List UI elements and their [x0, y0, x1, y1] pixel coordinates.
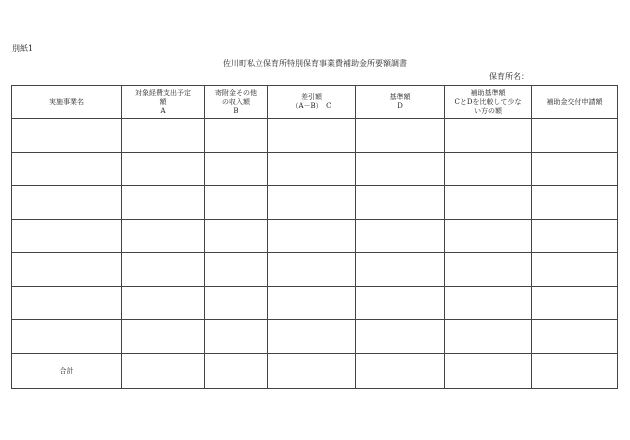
subsidy-standard-cell[interactable] — [445, 186, 532, 220]
header-standard-amount: 基準額 D — [356, 86, 445, 119]
difference-cell[interactable] — [268, 253, 356, 287]
header-subsidy-standard: 補助基準額 CとDを比較して少な い方の額 — [445, 86, 532, 119]
difference-cell[interactable] — [268, 186, 356, 220]
standard-amount-cell[interactable] — [356, 119, 445, 153]
facility-name-label: 保育所名： — [489, 72, 529, 81]
donation-income-cell[interactable] — [205, 286, 268, 320]
application-amount-cell[interactable] — [532, 253, 618, 287]
donation-income-cell[interactable] — [205, 186, 268, 220]
total-donation-income-cell[interactable] — [205, 354, 268, 389]
donation-income-cell[interactable] — [205, 219, 268, 253]
total-row — [12, 354, 618, 389]
header-donation-income: 寄附金その他 の収入額 B — [205, 86, 268, 119]
project-name-cell[interactable] — [12, 119, 122, 153]
standard-amount-cell[interactable] — [356, 253, 445, 287]
planned-expenditure-cell[interactable] — [122, 152, 205, 186]
difference-cell[interactable] — [268, 320, 356, 354]
header-application-amount: 補助金交付申請額 — [532, 86, 618, 119]
total-subsidy-standard-cell[interactable] — [445, 354, 532, 389]
project-name-cell[interactable] — [12, 253, 122, 287]
subsidy-standard-cell[interactable] — [445, 219, 532, 253]
subsidy-standard-cell[interactable] — [445, 152, 532, 186]
table-row — [12, 320, 618, 354]
planned-expenditure-cell[interactable] — [122, 253, 205, 287]
application-amount-cell[interactable] — [532, 186, 618, 220]
subsidy-standard-cell[interactable] — [445, 320, 532, 354]
standard-amount-cell[interactable] — [356, 219, 445, 253]
application-amount-cell[interactable] — [532, 320, 618, 354]
difference-cell[interactable] — [268, 219, 356, 253]
header-planned-expenditure: 対象経費支出予定 額 A — [122, 86, 205, 119]
project-name-cell[interactable] — [12, 152, 122, 186]
planned-expenditure-cell[interactable] — [122, 219, 205, 253]
table-row — [12, 119, 618, 153]
application-amount-cell[interactable] — [532, 286, 618, 320]
standard-amount-cell[interactable] — [356, 320, 445, 354]
table-row — [12, 286, 618, 320]
standard-amount-cell[interactable] — [356, 286, 445, 320]
project-name-cell[interactable] — [12, 186, 122, 220]
subsidy-standard-cell[interactable] — [445, 253, 532, 287]
difference-cell[interactable] — [268, 152, 356, 186]
donation-income-cell[interactable] — [205, 119, 268, 153]
application-amount-cell[interactable] — [532, 219, 618, 253]
planned-expenditure-cell[interactable] — [122, 119, 205, 153]
planned-expenditure-cell[interactable] — [122, 186, 205, 220]
project-name-cell[interactable] — [12, 219, 122, 253]
table-row — [12, 152, 618, 186]
project-name-cell[interactable] — [12, 320, 122, 354]
header-difference: 差引額 （A－B） C — [268, 86, 356, 119]
total-standard-amount-cell[interactable] — [356, 354, 445, 389]
document-label: 別紙1 — [12, 44, 34, 53]
total-planned-expenditure-cell[interactable] — [122, 354, 205, 389]
subsidy-standard-cell[interactable] — [445, 119, 532, 153]
table-header-row — [12, 86, 618, 119]
subsidy-form-table — [11, 85, 618, 389]
standard-amount-cell[interactable] — [356, 186, 445, 220]
standard-amount-cell[interactable] — [356, 152, 445, 186]
document-title: 佐川町私立保育所特別保育事業費補助金所要額調書 — [223, 59, 407, 68]
difference-cell[interactable] — [268, 286, 356, 320]
donation-income-cell[interactable] — [205, 152, 268, 186]
donation-income-cell[interactable] — [205, 253, 268, 287]
difference-cell[interactable] — [268, 119, 356, 153]
total-difference-cell[interactable] — [268, 354, 356, 389]
total-label: 合計 — [12, 354, 122, 389]
application-amount-cell[interactable] — [532, 119, 618, 153]
planned-expenditure-cell[interactable] — [122, 286, 205, 320]
table-row — [12, 186, 618, 220]
table-row — [12, 253, 618, 287]
application-amount-cell[interactable] — [532, 152, 618, 186]
table-row — [12, 219, 618, 253]
subsidy-standard-cell[interactable] — [445, 286, 532, 320]
project-name-cell[interactable] — [12, 286, 122, 320]
donation-income-cell[interactable] — [205, 320, 268, 354]
planned-expenditure-cell[interactable] — [122, 320, 205, 354]
header-project-name: 実施事業名 — [12, 86, 122, 119]
total-application-amount-cell[interactable] — [532, 354, 618, 389]
